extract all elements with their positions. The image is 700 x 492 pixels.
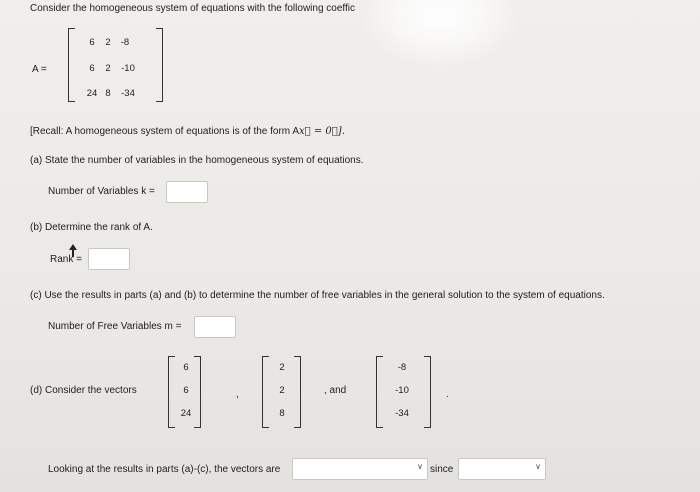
- part-b-text: (b) Determine the rank of A.: [30, 222, 153, 233]
- question-title: Consider the homogeneous system of equations with the following coeffic: [30, 3, 356, 14]
- matrix-label: A =: [32, 64, 47, 75]
- vector-2-entry: 2: [279, 362, 285, 373]
- recall-prefix: [Recall: A homogeneous system of equations is of the form A: [30, 126, 300, 137]
- chevron-down-icon: ∨: [417, 462, 423, 471]
- part-a-text: (a) State the number of variables in the homogeneous system of equations.: [30, 155, 364, 166]
- vector-3-entry: -10: [395, 385, 409, 396]
- part-c-text: (c) Use the results in parts (a) and (b) to determine the number of free variables in the general solution to the system of equations.: [30, 290, 605, 301]
- vector-1-entry: 6: [183, 362, 189, 373]
- screen-glare: [360, 0, 520, 70]
- vectors-dependence-select[interactable]: [292, 458, 428, 480]
- matrix-cell: 8: [105, 88, 111, 99]
- reason-select[interactable]: [458, 458, 546, 480]
- matrix-cell: 24: [86, 88, 98, 99]
- looking-text: Looking at the results in parts (a)-(c), the vectors are: [48, 464, 281, 475]
- rank-input[interactable]: [88, 248, 130, 270]
- vector-3-bracket-right: [424, 356, 431, 428]
- vector-3-entry: -8: [397, 362, 407, 373]
- recall-text: [30, 126, 345, 137]
- part-d-text: (d) Consider the vectors: [30, 385, 137, 396]
- matrix-cell: 6: [89, 63, 95, 74]
- matrix-cell: 6: [89, 37, 95, 48]
- end-period: .: [446, 389, 449, 400]
- recall-equation: x⃗ = 0⃗].: [299, 126, 345, 137]
- free-vars-label: Number of Free Variables m =: [48, 321, 182, 332]
- rank-label: Rank =: [50, 254, 82, 265]
- vector-2-entry: 8: [279, 408, 285, 419]
- free-vars-input[interactable]: [194, 316, 236, 338]
- num-vars-label: Number of Variables k =: [48, 186, 155, 197]
- matrix-cell: -8: [120, 37, 130, 48]
- vector-2-bracket-right: [294, 356, 301, 428]
- matrix-cell: 2: [105, 63, 111, 74]
- matrix-cell: 2: [105, 37, 111, 48]
- vector-separator: ,: [236, 389, 239, 400]
- matrix-cell: -10: [121, 63, 135, 74]
- vector-1-entry: 6: [183, 385, 189, 396]
- and-text: , and: [324, 385, 347, 396]
- vector-2-entry: 2: [279, 385, 285, 396]
- since-text: since: [430, 464, 454, 475]
- matrix-bracket-left: [68, 28, 75, 102]
- vector-3-bracket-left: [376, 356, 383, 428]
- vector-1-entry: 24: [180, 408, 192, 419]
- vector-2-bracket-left: [262, 356, 269, 428]
- chevron-down-icon: ∨: [535, 462, 541, 471]
- vector-3-entry: -34: [395, 408, 409, 419]
- matrix-bracket-right: [156, 28, 163, 102]
- matrix-cell: -34: [121, 88, 135, 99]
- num-vars-input[interactable]: [166, 181, 208, 203]
